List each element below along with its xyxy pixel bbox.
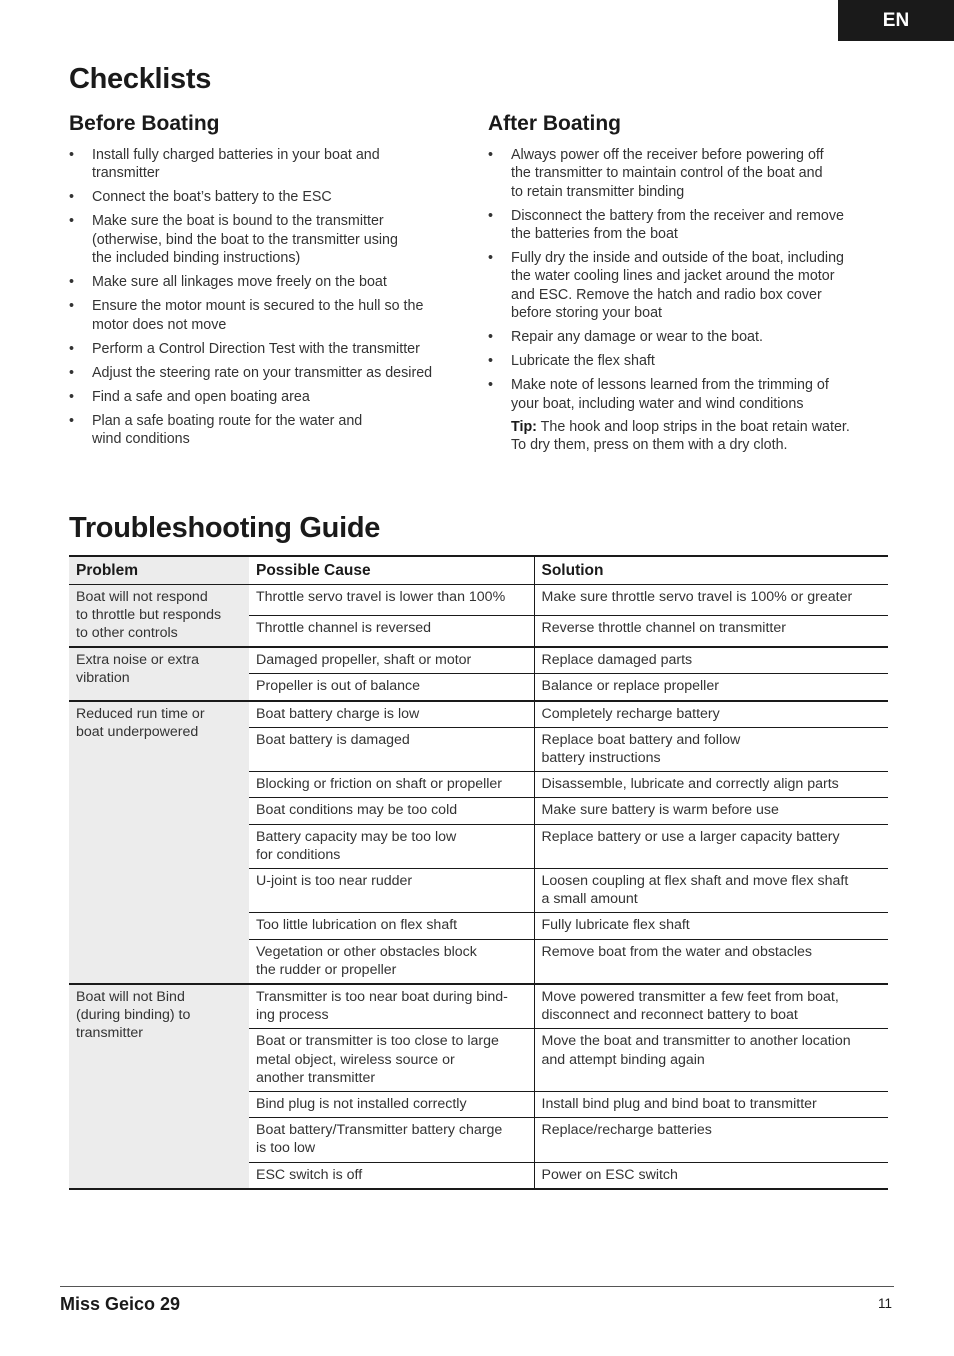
text-line: Move powered transmitter a few feet from boat, — [541, 988, 839, 1005]
text-line: wind conditions — [92, 431, 190, 448]
solution-cell — [534, 868, 888, 912]
bullet-icon: • — [69, 147, 75, 163]
header-possible-cause: Possible Cause — [249, 556, 534, 584]
text-line: Ensure the motor mount is secured to the hull so the — [92, 298, 424, 315]
list-item — [488, 207, 888, 244]
text-line: to retain transmitter binding — [511, 183, 685, 200]
list-item — [488, 352, 888, 370]
solution-cell — [534, 674, 888, 701]
text-line: Boat will not Bind — [76, 988, 185, 1005]
bullet-icon: • — [69, 213, 75, 230]
cause-cell — [249, 868, 534, 912]
bullet-icon: • — [69, 298, 75, 315]
text-line: another transmitter — [256, 1069, 376, 1086]
solution-cell — [534, 1162, 888, 1189]
bullet-icon: • — [69, 189, 75, 206]
solution-cell — [534, 1029, 888, 1092]
list-item — [69, 340, 469, 358]
list-item — [488, 146, 888, 201]
tip-text — [511, 419, 850, 453]
cause-cell — [249, 647, 534, 674]
text-line: transmitter — [76, 1025, 144, 1042]
bullet-icon: • — [69, 340, 75, 357]
text-line: Plan a safe boating route for the water and — [92, 412, 363, 429]
before-boating-list — [69, 146, 469, 454]
text-line: your boat, including water and wind conditions — [511, 395, 804, 412]
language-tab: EN — [838, 0, 954, 41]
text-line: the transmitter to maintain control of the boat and — [511, 165, 823, 182]
text-line: Connect the boat’s battery to the ESC — [92, 189, 332, 206]
text-line: Blocking or friction on shaft or propeller — [256, 776, 503, 793]
text-line: Balance or replace propeller — [541, 678, 719, 695]
problem-cell — [69, 647, 249, 700]
list-item — [488, 249, 888, 322]
text-line: (during binding) to — [76, 1007, 191, 1024]
text-line: to throttle but responds — [76, 606, 222, 623]
text-line: Disconnect the battery from the receiver and remove — [511, 207, 844, 224]
tip-note — [511, 418, 891, 455]
footer-product-name: Miss Geico 29 — [60, 1294, 181, 1314]
cause-cell — [249, 701, 534, 728]
text-line: Fully lubricate flex shaft — [541, 917, 690, 934]
bullet-icon: • — [69, 364, 75, 381]
list-item — [69, 412, 469, 449]
text-line: Boat battery is damaged — [256, 731, 410, 748]
text-line: Boat will not respond — [76, 588, 208, 605]
bullet-icon: • — [69, 388, 75, 405]
text-line: Boat conditions may be too cold — [256, 802, 458, 819]
problem-cell — [69, 584, 249, 647]
after-boating-list — [488, 146, 888, 419]
table-row — [69, 584, 888, 615]
text-line: Extra noise or extra — [76, 652, 200, 669]
text-line: transmitter — [92, 165, 160, 182]
solution-cell — [534, 1091, 888, 1117]
cause-cell — [249, 824, 534, 868]
text-line: Too little lubrication on flex shaft — [256, 917, 458, 934]
solution-cell — [534, 798, 888, 824]
text-line: Replace battery or use a larger capacity battery — [541, 828, 840, 845]
bullet-icon: • — [488, 353, 494, 370]
text-line: Make sure the boat is bound to the transmitter — [92, 213, 384, 230]
text-line: Make sure all linkages move freely on the boat — [92, 274, 387, 291]
cause-cell — [249, 584, 534, 615]
text-line: The hook and loop strips in the boat retain water. — [540, 419, 850, 435]
cause-cell — [249, 984, 534, 1029]
text-line: the batteries from the boat — [511, 225, 678, 242]
cause-cell — [249, 798, 534, 824]
page-number: 11 — [877, 1296, 892, 1311]
text-line: Make sure battery is warm before use — [541, 802, 779, 819]
text-line: Perform a Control Direction Test with the transmitter — [92, 340, 420, 357]
text-line: Reduced run time or — [76, 705, 205, 722]
bullet-icon: • — [488, 207, 494, 224]
text-line: Propeller is out of balance — [256, 678, 421, 695]
table-row — [69, 984, 888, 1029]
text-line: (otherwise, bind the boat to the transmitter using — [92, 231, 398, 248]
text-line: Install bind plug and bind boat to transmitter — [541, 1095, 817, 1112]
tip-label: Tip: — [511, 419, 537, 435]
solution-cell — [534, 615, 888, 647]
list-item — [488, 328, 888, 346]
text-line: To dry them, press on them with a dry cloth. — [511, 437, 788, 454]
text-line: Boat or transmitter is too close to large — [256, 1033, 499, 1050]
text-line: vibration — [76, 670, 130, 687]
cause-cell — [249, 1029, 534, 1092]
cause-cell — [249, 727, 534, 771]
text-line: before storing your boat — [511, 304, 663, 321]
bullet-icon: • — [488, 329, 494, 346]
text-line: boat underpowered — [76, 723, 199, 740]
text-line: Adjust the steering rate on your transmitter as desired — [92, 364, 433, 381]
cause-cell — [249, 939, 534, 984]
cause-cell — [249, 1091, 534, 1117]
cause-cell — [249, 1162, 534, 1189]
text-line: Lubricate the flex shaft — [511, 353, 655, 370]
text-line: Throttle channel is reversed — [256, 619, 432, 636]
text-line: Remove boat from the water and obstacles — [541, 943, 812, 960]
text-line: Make note of lessons learned from the trimming of — [511, 377, 829, 394]
cause-cell — [249, 674, 534, 701]
text-line: Find a safe and open boating area — [92, 388, 310, 405]
text-line: Make sure throttle servo travel is 100% or greater — [541, 588, 853, 605]
text-line: is too low — [256, 1140, 316, 1157]
footer-divider — [60, 1286, 894, 1287]
bullet-icon: • — [488, 147, 494, 163]
after-boating-heading: After Boating — [488, 112, 621, 135]
bullet-icon: • — [69, 412, 75, 429]
text-line: Replace boat battery and follow — [541, 731, 741, 748]
text-line: to other controls — [76, 624, 178, 641]
text-line: the included binding instructions) — [92, 250, 301, 267]
text-line: Power on ESC switch — [541, 1166, 678, 1183]
text-line: and attempt binding again — [541, 1051, 705, 1068]
header-solution: Solution — [534, 556, 888, 584]
text-line: Loosen coupling at flex shaft and move flex shaft — [541, 872, 849, 889]
cause-cell — [249, 772, 534, 798]
cause-cell — [249, 913, 534, 939]
bullet-icon: • — [488, 250, 494, 267]
troubleshooting-table — [69, 555, 888, 1190]
text-line: disconnect and reconnect battery to boat — [541, 1007, 798, 1024]
text-line: Vegetation or other obstacles block — [256, 943, 477, 960]
text-line: ing process — [256, 1007, 329, 1024]
problem-cell — [69, 701, 249, 984]
text-line: Repair any damage or wear to the boat. — [511, 329, 763, 346]
text-line: Move the boat and transmitter to another location — [541, 1033, 851, 1050]
text-line: Fully dry the inside and outside of the boat, including — [511, 250, 845, 267]
bullet-icon: • — [69, 274, 75, 291]
text-line: Throttle servo travel is lower than 100% — [256, 588, 506, 605]
list-item — [488, 376, 888, 413]
list-item — [69, 212, 469, 267]
solution-cell — [534, 584, 888, 615]
text-line: Disassemble, lubricate and correctly align parts — [541, 776, 839, 793]
list-item — [69, 297, 469, 334]
text-line: Transmitter is too near boat during bind- — [256, 988, 508, 1005]
table-row — [69, 647, 888, 674]
text-line: for conditions — [256, 846, 341, 863]
text-line: Replace/recharge batteries — [541, 1122, 712, 1139]
bullet-icon: • — [488, 377, 494, 394]
checklists-title: Checklists — [69, 63, 212, 95]
list-item — [69, 388, 469, 406]
table-row — [69, 701, 888, 728]
text-line: Install fully charged batteries in your boat and — [92, 147, 380, 163]
text-line: metal object, wireless source or — [256, 1051, 455, 1068]
troubleshooting-title: Troubleshooting Guide — [69, 512, 381, 544]
text-line: Replace damaged parts — [541, 652, 693, 669]
text-line: the water cooling lines and jacket around the motor — [511, 268, 835, 285]
solution-cell — [534, 984, 888, 1029]
table-header-row — [69, 556, 888, 584]
list-item — [69, 188, 469, 206]
text-line: Completely recharge battery — [541, 705, 720, 722]
cause-cell — [249, 1118, 534, 1162]
text-line: battery instructions — [541, 749, 661, 766]
solution-cell — [534, 824, 888, 868]
solution-cell — [534, 913, 888, 939]
solution-cell — [534, 727, 888, 771]
text-line: motor does not move — [92, 316, 227, 333]
text-line: and ESC. Remove the hatch and radio box cover — [511, 286, 822, 303]
text-line: Battery capacity may be too low — [256, 828, 457, 845]
problem-cell — [69, 984, 249, 1189]
cause-cell — [249, 615, 534, 647]
text-line: U-joint is too near rudder — [256, 872, 413, 889]
list-item — [69, 364, 469, 382]
solution-cell — [534, 647, 888, 674]
solution-cell — [534, 701, 888, 728]
text-line: Always power off the receiver before powering off — [511, 147, 824, 163]
list-item — [69, 273, 469, 291]
list-item — [69, 146, 469, 183]
text-line: Boat battery/Transmitter battery charge — [256, 1122, 503, 1139]
solution-cell — [534, 1118, 888, 1162]
before-boating-heading: Before Boating — [69, 112, 220, 135]
header-problem: Problem — [69, 556, 249, 584]
text-line: Boat battery charge is low — [256, 705, 420, 722]
text-line: the rudder or propeller — [256, 961, 397, 978]
solution-cell — [534, 939, 888, 984]
solution-cell — [534, 772, 888, 798]
text-line: Damaged propeller, shaft or motor — [256, 652, 472, 669]
text-line: Reverse throttle channel on transmitter — [541, 619, 786, 636]
text-line: Bind plug is not installed correctly — [256, 1095, 467, 1112]
text-line: a small amount — [541, 891, 638, 908]
text-line: ESC switch is off — [256, 1166, 363, 1183]
